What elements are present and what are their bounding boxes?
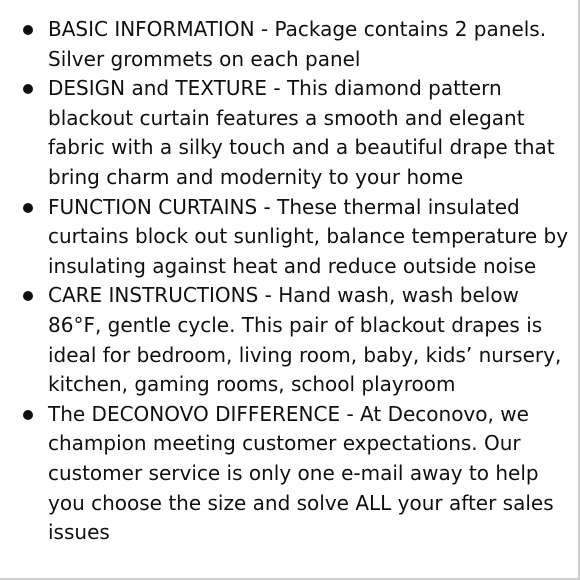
list-item xyxy=(22,15,572,74)
list-item xyxy=(22,400,572,548)
bullet-text-care-instructions: CARE INSTRUCTIONS - Hand wash, wash below 86°F, gentle cycle. This pair of blackout drapes is ideal for bedroom, living room, baby, kids’ nursery, kitchen, gaming rooms, school playroom xyxy=(48,283,562,397)
bullet-icon xyxy=(23,203,33,213)
bullet-text-deconovo-difference: The DECONOVO DIFFERENCE - At Deconovo, we champion meeting customer expectations. Our customer service is only one e-mail away to help you choose the size and solve ALL your after sales issues xyxy=(48,401,554,545)
bullet-text-basic-information: BASIC INFORMATION - Package contains 2 panels. Silver grommets on each panel xyxy=(48,17,547,71)
bullet-icon xyxy=(23,291,33,301)
bullet-text-function-curtains: FUNCTION CURTAINS - These thermal insulated curtains block out sunlight, balance temperature by insulating against heat and reduce outside noise xyxy=(48,194,569,278)
bullet-icon xyxy=(23,410,33,420)
list-item xyxy=(22,193,572,282)
list-item xyxy=(22,74,572,192)
bullet-text-design-texture: DESIGN and TEXTURE - This diamond pattern blackout curtain features a smooth and elegant fabric with a silky touch and a beautiful drape that bring charm and modernity to your home xyxy=(48,76,555,189)
feature-bullet-list xyxy=(22,15,572,548)
list-item xyxy=(22,281,572,399)
bullet-icon xyxy=(23,25,33,35)
bullet-icon xyxy=(23,84,33,94)
